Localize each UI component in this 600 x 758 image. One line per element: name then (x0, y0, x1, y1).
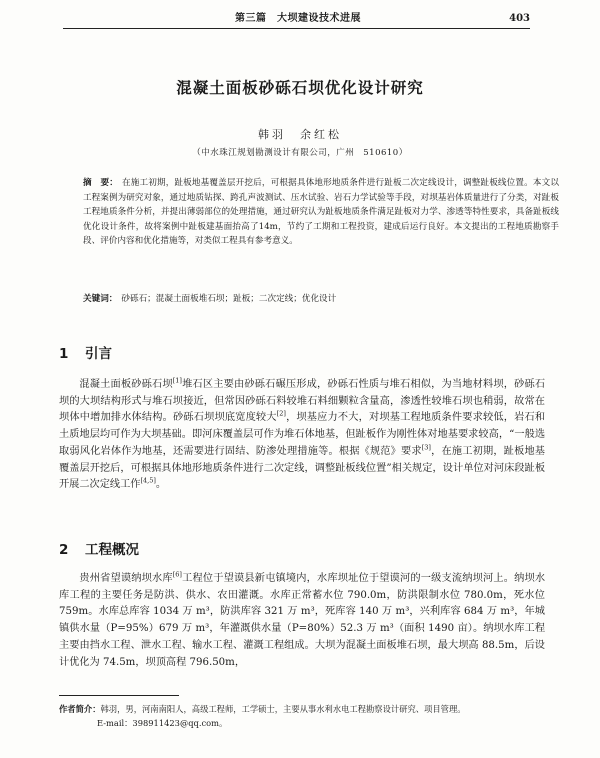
affiliation: （中水珠江规划勘测设计有限公司，广州 510610） (192, 148, 408, 158)
section-1-heading (59, 342, 112, 362)
running-header-section: 第三篇 大坝建设技术进展 (235, 13, 361, 24)
citation: [4,5] (140, 476, 156, 485)
section-1-paragraph (59, 377, 545, 494)
section-2-text-b: 工程位于望谟县新屯镇境内，水库坝址位于望谟河的一级支流纳坝河上。纳坝水库工程的主要任务是防洪、供水、农田灌溉。水库正常蓄水位 790.0m，防洪限制水位 780.0m，死水位 759m。水库总库容 1034 万 m³，防洪库容 321 万 m³，死库容 140 万 m³，兴利库容 684 万 m³，年城镇供水量（P=95%）679 万 m³，年灌溉供水量（P=80%）52.3 万 m³（面积 1490 亩）。纳坝水库工程主要由挡水工程、泄水工程、输水工程、灌溉工程组成。大坝为混凝土面板堆石坝，最大坝高 88.5m，后设计优化为 74.5m，坝顶高程 796.50m， (59, 573, 546, 668)
citation: [3] (421, 443, 431, 452)
section-1-text-b: 堆石区主要由砂砾石碾压形成，砂砾石性质与堆石相似，为当地材料坝，砂砾石坝的大坝结构形式与堆石坝接近，但常因砂砾石料较堆石料细颗粒含量高，渗透性较堆石坝也稍弱，故常在坝体中增加排水体结构。砂砾石坝坝底宽度较大 (59, 379, 546, 424)
section-1-text-e: 。 (155, 479, 167, 491)
section-2-paragraph (59, 571, 545, 671)
keywords-text: 砂砾石；混凝土面板堆石坝；趾板；二次定线；优化设计 (121, 294, 337, 304)
section-1-number: 1 (59, 346, 69, 362)
section-2-heading (59, 538, 139, 558)
page-number: 403 (509, 13, 530, 24)
section-1-text-c: ，坝基应力不大，对坝基工程地质条件要求较低，岩石和土质地层均可作为大坝基础。即河床覆盖层可作为堆石体地基，但趾板作为刚性体对地基要求较高，“一般选取弱风化岩体作为地基，还需要进行固结、防渗处理措施等。根据《规范》要求 (59, 412, 546, 457)
section-1-text-d: ，在施工初期，趾板地基覆盖层开挖后，可根据具体地形地质条件进行二次定线，调整趾板线位置”相关规定，设计单位对河床段趾板开展二次定线工作 (59, 445, 545, 491)
section-2-text-a: 贵州省望谟纳坝水库 (79, 573, 173, 584)
section-2-number: 2 (59, 542, 69, 558)
footnote-text: 韩羽，男，河南南阳人，高级工程师，工学硕士，主要从事水利水电工程勘察设计研究、项目管理。 (100, 704, 466, 714)
keywords (83, 292, 559, 306)
author-email: E-mail：398911423@qq.com。 (97, 718, 228, 728)
section-1-title: 引言 (85, 346, 112, 362)
keywords-label: 关键词： (83, 294, 118, 304)
abstract-text: 在施工初期，趾板地基覆盖层开挖后，可根据具体地形地质条件进行趾板二次定线设计，调整趾板线位置。本文以工程案例为研究对象，通过地质钻探、跨孔声波测试、压水试验、岩石力学试验等手段，对坝基岩体质量进行了分类，对趾板工程地质条件分析，并提出薄弱部位的处理措施，通过研究认为趾板地质条件满足趾板对力学、渗透等特性要求，具备趾板线优化设计条件，故将案例中趾板建基面抬高了14m，节约了工期和工程投资，建成后运行良好。本文提出的工程地质勘察手段、评价内容和优化措施等，对类似工程具有参考意义。 (83, 178, 559, 247)
citation: [1] (172, 376, 182, 385)
paper-title: 混凝土面板砂砾石坝优化设计研究 (176, 79, 424, 97)
abstract (83, 176, 559, 249)
running-header (63, 10, 530, 29)
section-1-text-a: 混凝土面板砂砾石坝 (79, 379, 173, 390)
footnote-label: 作者简介： (59, 704, 101, 714)
author-footnote (59, 702, 545, 730)
abstract-label: 摘 要： (83, 178, 118, 188)
section-2-title: 工程概况 (85, 542, 139, 558)
authors: 韩羽 余红松 (258, 128, 342, 141)
citation: [6] (172, 570, 182, 579)
footnote-divider (59, 695, 179, 696)
citation: [2] (276, 410, 286, 419)
